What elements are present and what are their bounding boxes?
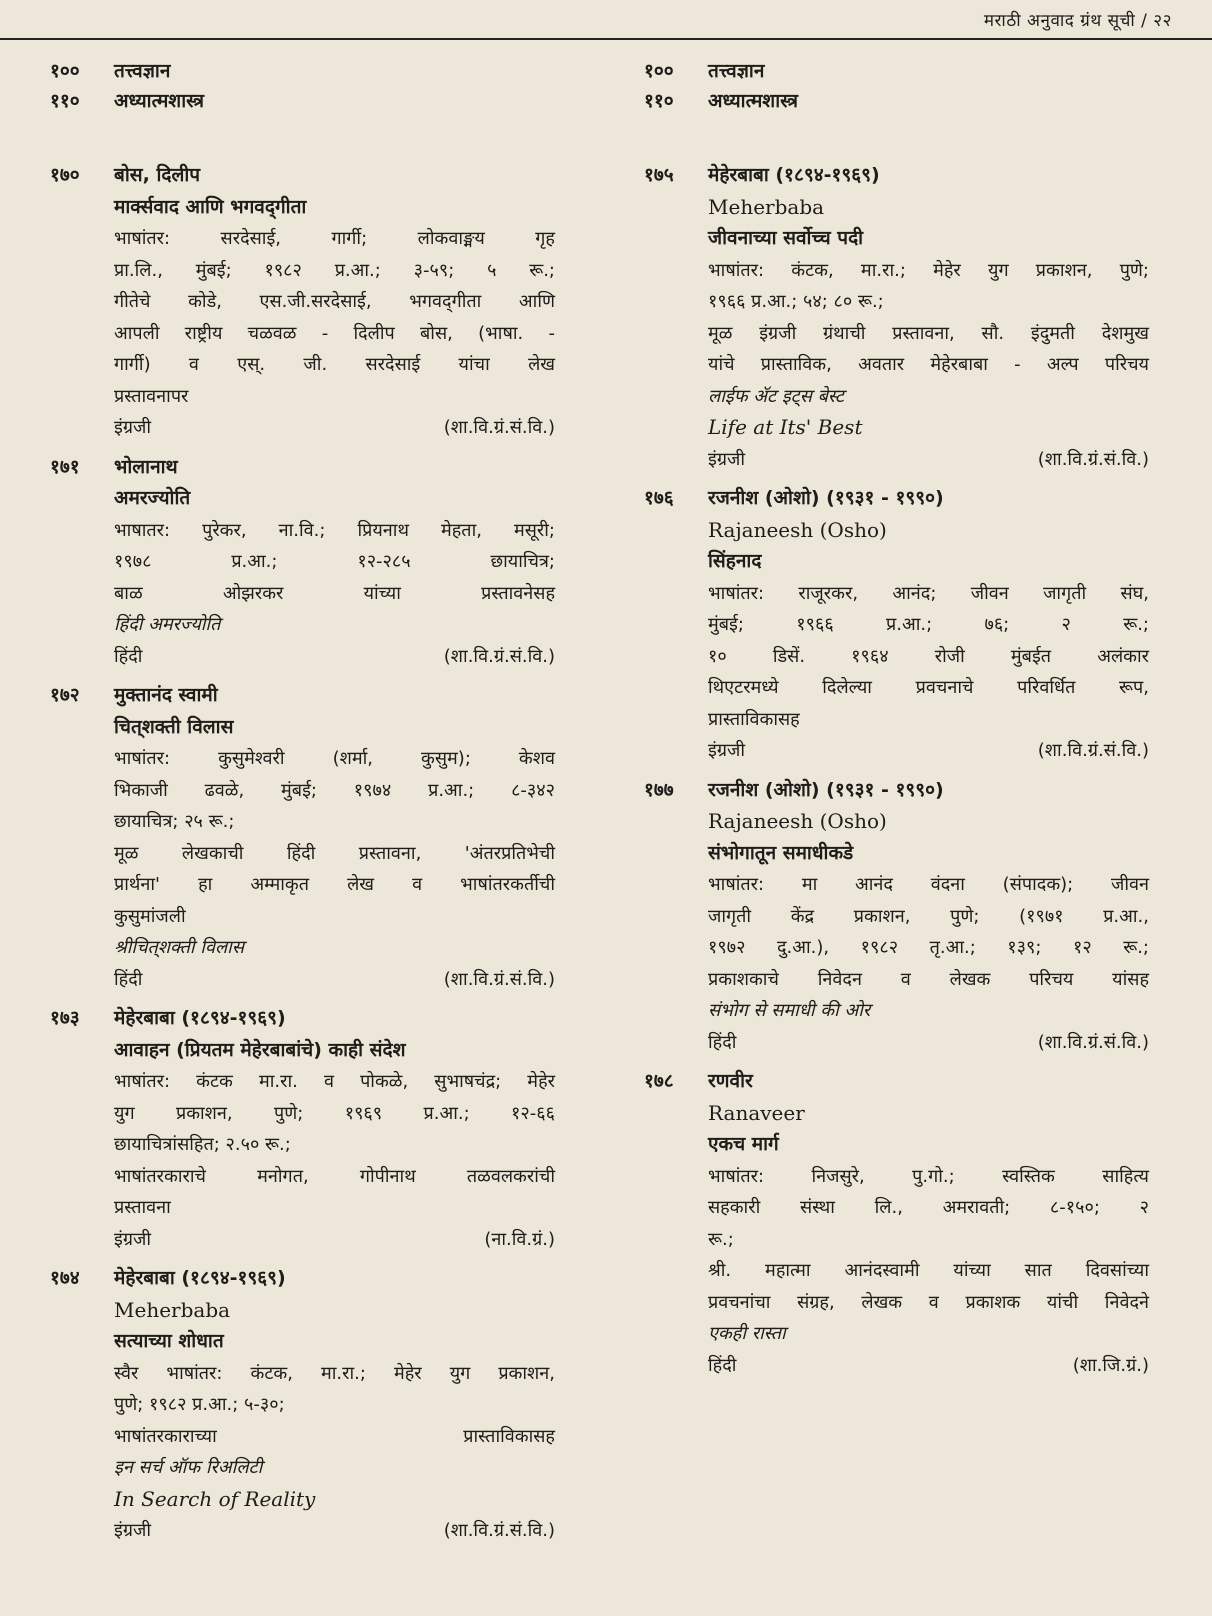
entry-source: (शा.वि.ग्रं.सं.वि.) — [1037, 1031, 1149, 1053]
left-entries — [50, 160, 555, 1547]
entry-language-row — [708, 735, 1149, 767]
entry-detail-line: भाषांतर: निजसुरे, पु.गो.; स्वस्तिक साहित्य — [708, 1165, 1149, 1187]
entry-body — [708, 775, 1149, 1059]
entry-author: भोलानाथ — [114, 455, 178, 478]
entry-language-row — [114, 1515, 555, 1547]
catalog-entry — [644, 775, 1149, 1059]
entry-body — [114, 452, 555, 673]
entry-title: आवाहन (प्रियतम मेहेरबाबांचे) काही संदेश — [114, 1038, 406, 1061]
class-heading — [644, 86, 1149, 116]
entry-body — [114, 1003, 555, 1255]
entry-original-title: इन सर्च ऑफ रिअलिटी — [114, 1457, 263, 1478]
catalog-entry — [644, 483, 1149, 767]
entry-detail-line: भाषांतरकाराचे मनोगत, गोपीनाथ तळवलकरांची — [114, 1165, 555, 1187]
class-label: अध्यात्मशास्त्र — [114, 90, 205, 112]
class-number: ११० — [644, 90, 674, 112]
entry-detail-line: मुंबई; १९६६ प्र.आ.; ७६; २ रू.; — [708, 614, 1149, 635]
entry-source: (शा.वि.ग्रं.सं.वि.) — [1037, 740, 1149, 761]
entry-language: हिंदी — [114, 645, 143, 667]
entry-detail-line: १० डिसें. १९६४ रोजी मुंबईत अलंकार — [708, 645, 1149, 667]
entry-author-latin: Meherbaba — [114, 1297, 231, 1322]
entry-detail-line: गीतेचे कोडे, एस.जी.सरदेसाई, भगवद्‌गीता आणि — [114, 291, 555, 312]
entry-author: मेहेरबाबा (१८९४-१९६९) — [708, 164, 880, 186]
entry-detail-line: भाषांतर: कंटक मा.रा. व पोकळे, सुभाषचंद्र; मेहेर — [114, 1071, 555, 1092]
entry-author: मेहेरबाबा (१८९४-१९६९) — [114, 1267, 286, 1289]
entry-number: १७५ — [644, 164, 674, 186]
entry-number: १७३ — [50, 1007, 80, 1029]
entry-original-title: एकही रास्ता — [708, 1323, 786, 1344]
class-number: १०० — [644, 60, 674, 82]
left-column — [50, 56, 555, 1555]
entry-detail-line: प्रकाशकाचे निवेदन व लेखक परिचय यांसह — [708, 968, 1149, 990]
entry-original-title-latin: Life at Its' Best — [708, 415, 863, 439]
entry-body — [708, 483, 1149, 767]
entry-title: एकच मार्ग — [708, 1133, 779, 1155]
entry-original-title: हिंदी अमरज्योति — [114, 614, 221, 635]
entry-detail-line: मूळ लेखकाची हिंदी प्रस्तावना, 'अंतरप्रतिभेची — [114, 842, 555, 864]
entry-original-title: लाईफ ॲट इट्स बेस्ट — [708, 385, 845, 407]
entry-detail-line: १९७२ दु.आ.), १९८२ तृ.आ.; १३९; १२ रू.; — [708, 937, 1149, 958]
entry-author: रजनीश (ओशो) (१९३१ - १९९०) — [708, 778, 944, 801]
entry-language: इंग्रजी — [708, 448, 746, 470]
class-label: तत्त्वज्ञान — [114, 60, 171, 82]
entry-author-latin: Rajaneesh (Osho) — [708, 517, 887, 542]
catalog-entry — [50, 1003, 555, 1255]
entry-detail-line: प्रस्तावना — [114, 1197, 171, 1218]
entry-detail-line: १९६६ प्र.आ.; ५४; ८० रू.; — [708, 291, 884, 312]
entry-source: (शा.वि.ग्रं.सं.वि.) — [443, 1520, 555, 1541]
entry-author-latin: Ranaveer — [708, 1100, 805, 1125]
entry-title: संभोगातून समाधीकडे — [708, 841, 854, 864]
entry-language-row — [114, 1224, 555, 1256]
entry-detail-line: छायाचित्र; २५ रू.; — [114, 811, 235, 832]
entry-language-row — [708, 1027, 1149, 1059]
catalog-entry — [644, 160, 1149, 475]
entry-detail-line: भाषांतर: सरदेसाई, गार्गी; लोकवाङ्मय गृह — [114, 228, 555, 249]
running-header: मराठी अनुवाद ग्रंथ सूची / २२ — [983, 11, 1172, 31]
entry-source: (शा.वि.ग्रं.सं.वि.) — [443, 968, 555, 990]
entry-body — [114, 680, 555, 995]
catalog-entry — [50, 452, 555, 673]
entry-detail-line: प्रवचनांचा संग्रह, लेखक व प्रकाशक यांची निवेदने — [708, 1291, 1149, 1313]
class-label: अध्यात्मशास्त्र — [708, 90, 799, 112]
entry-language: इंग्रजी — [114, 1228, 152, 1250]
entry-source: (शा.वि.ग्रं.सं.वि.) — [1037, 448, 1149, 470]
entry-detail-line: भाषांतर: कुसुमेश्वरी (शर्मा, कुसुम); केशव — [114, 748, 555, 769]
entry-number: १७२ — [50, 684, 80, 706]
header-rule — [0, 38, 1212, 40]
entry-title: सत्याच्या शोधात — [114, 1330, 224, 1352]
entry-detail-line: गार्गी) व एस्. जी. सरदेसाई यांचा लेख — [114, 354, 555, 375]
entry-detail-line: रू.; — [708, 1228, 734, 1250]
entry-detail-line: भाषांतर: मा आनंद वंदना (संपादक); जीवन — [708, 874, 1149, 895]
entry-language-row — [114, 964, 555, 996]
entry-source: (शा.वि.ग्रं.सं.वि.) — [443, 417, 555, 438]
entry-author: रणवीर — [708, 1070, 753, 1092]
entry-body — [708, 1066, 1149, 1381]
entry-language-row — [708, 444, 1149, 476]
entry-number: १७७ — [644, 778, 674, 801]
class-heading — [50, 86, 555, 116]
entry-detail-line: आपली राष्ट्रीय चळवळ - दिलीप बोस, (भाषा. - — [114, 322, 555, 344]
entry-title: अमरज्योति — [114, 487, 191, 509]
entry-language: हिंदी — [708, 1031, 737, 1053]
entry-detail-line: भाषांतर: राजूरकर, आनंद; जीवन जागृती संघ, — [708, 582, 1149, 604]
entry-source: (शा.वि.ग्रं.सं.वि.) — [443, 645, 555, 667]
entry-detail-line: मूळ इंग्रजी ग्रंथाची प्रस्तावना, सौ. इंदुमती देशमुख — [708, 322, 1149, 344]
class-number: १०० — [50, 60, 80, 82]
entry-number: १७६ — [644, 487, 674, 509]
entry-number: १७८ — [644, 1070, 674, 1092]
entry-detail-line: युग प्रकाशन, पुणे; १९६९ प्र.आ.; १२-६६ — [114, 1102, 555, 1124]
entry-detail-line: यांचे प्रास्ताविक, अवतार मेहेरबाबा - अल्प परिचय — [708, 354, 1149, 375]
entry-source: (ना.वि.ग्रं.) — [484, 1228, 555, 1250]
entry-language: हिंदी — [114, 968, 143, 990]
class-heading — [644, 56, 1149, 86]
entry-detail-line: श्री. महात्मा आनंदस्वामी यांच्या सात दिवसांच्या — [708, 1260, 1149, 1281]
entry-title: मार्क्सवाद आणि भगवद्‌गीता — [114, 195, 307, 218]
entry-language: इंग्रजी — [114, 1520, 152, 1541]
entry-language-row — [708, 1350, 1149, 1382]
entry-title: सिंहनाद — [708, 550, 762, 572]
entry-detail-line: जागृती केंद्र प्रकाशन, पुणे; (१९७१ प्र.आ., — [708, 905, 1149, 927]
entry-detail-line: भाषांतरकाराच्या प्रास्ताविकासह — [114, 1425, 555, 1447]
entry-detail-line: थिएटरमध्ये दिलेल्या प्रवचनाचे परिवर्धित रूप, — [708, 677, 1149, 698]
entry-title: जीवनाच्या सर्वोच्च पदी — [708, 227, 864, 249]
entry-author: बोस, दिलीप — [114, 164, 201, 186]
catalog-entry — [50, 160, 555, 444]
entry-author-latin: Rajaneesh (Osho) — [708, 809, 887, 833]
class-label: तत्त्वज्ञान — [708, 60, 765, 82]
entry-detail-line: प्रा.लि., मुंबई; १९८२ प्र.आ.; ३-५९; ५ रू.; — [114, 259, 555, 281]
entry-original-title-latin: In Search of Reality — [114, 1486, 316, 1511]
entry-author-latin: Meherbaba — [708, 194, 825, 219]
entry-language: इंग्रजी — [708, 740, 746, 761]
entry-number: १७१ — [50, 455, 80, 478]
entry-author: मुक्तानंद स्वामी — [114, 684, 218, 706]
entry-title: चित्‌शक्ती विलास — [114, 715, 234, 738]
entry-original-title: श्रीचित्‌शक्ती विलास — [114, 937, 244, 958]
entry-body — [114, 1263, 555, 1547]
catalog-entry — [644, 1066, 1149, 1381]
entry-detail-line: भिकाजी ढवळे, मुंबई; १९७४ प्र.आ.; ८-३४२ — [114, 779, 555, 801]
entry-detail-line: स्वैर भाषांतर: कंटक, मा.रा.; मेहेर युग प्रकाशन, — [114, 1362, 555, 1384]
class-heading — [50, 56, 555, 86]
entry-detail-line: प्रार्थना' हा अम्माकृत लेख व भाषांतरकर्तीची — [114, 874, 555, 895]
entry-detail-line: पुणे; १९८२ प्र.आ.; ५-३०; — [114, 1394, 285, 1415]
entry-number: १७० — [50, 164, 80, 186]
entry-detail-line: कुसुमांजली — [114, 905, 186, 927]
catalog-entry — [50, 680, 555, 995]
entry-body — [708, 160, 1149, 475]
entry-language: हिंदी — [708, 1354, 737, 1376]
catalog-entry — [50, 1263, 555, 1547]
entry-detail-line: प्रस्तावनापर — [114, 385, 189, 407]
entry-detail-line: भाषांतर: कंटक, मा.रा.; मेहेर युग प्रकाशन, पुणे; — [708, 259, 1149, 281]
entry-language-row — [114, 412, 555, 444]
entry-detail-line: सहकारी संस्था लि., अमरावती; ८-१५०; २ — [708, 1197, 1149, 1218]
entry-detail-line: प्रास्ताविकासह — [708, 708, 800, 730]
entry-number: १७४ — [50, 1267, 80, 1289]
entry-detail-line: छायाचित्रांसहित; २.५० रू.; — [114, 1134, 291, 1155]
right-column — [644, 56, 1149, 1389]
entry-original-title: संभोग से समाधी की ओर — [708, 1000, 871, 1021]
entry-detail-line: भाषातर: पुरेकर, ना.वि.; प्रियनाथ मेहता, मसूरी; — [114, 519, 555, 541]
class-number: ११० — [50, 90, 80, 112]
entry-source: (शा.जि.ग्रं.) — [1072, 1354, 1149, 1376]
entry-detail-line: १९७८ प्र.आ.; १२-२८५ छायाचित्र; — [114, 551, 555, 572]
entry-body — [114, 160, 555, 444]
entry-language: इंग्रजी — [114, 417, 152, 438]
entry-language-row — [114, 641, 555, 673]
entry-author: रजनीश (ओशो) (१९३१ - १९९०) — [708, 487, 944, 509]
entry-detail-line: बाळ ओझरकर यांच्या प्रस्तावनेसह — [114, 582, 555, 604]
right-entries — [644, 160, 1149, 1381]
entry-author: मेहेरबाबा (१८९४-१९६९) — [114, 1007, 286, 1029]
